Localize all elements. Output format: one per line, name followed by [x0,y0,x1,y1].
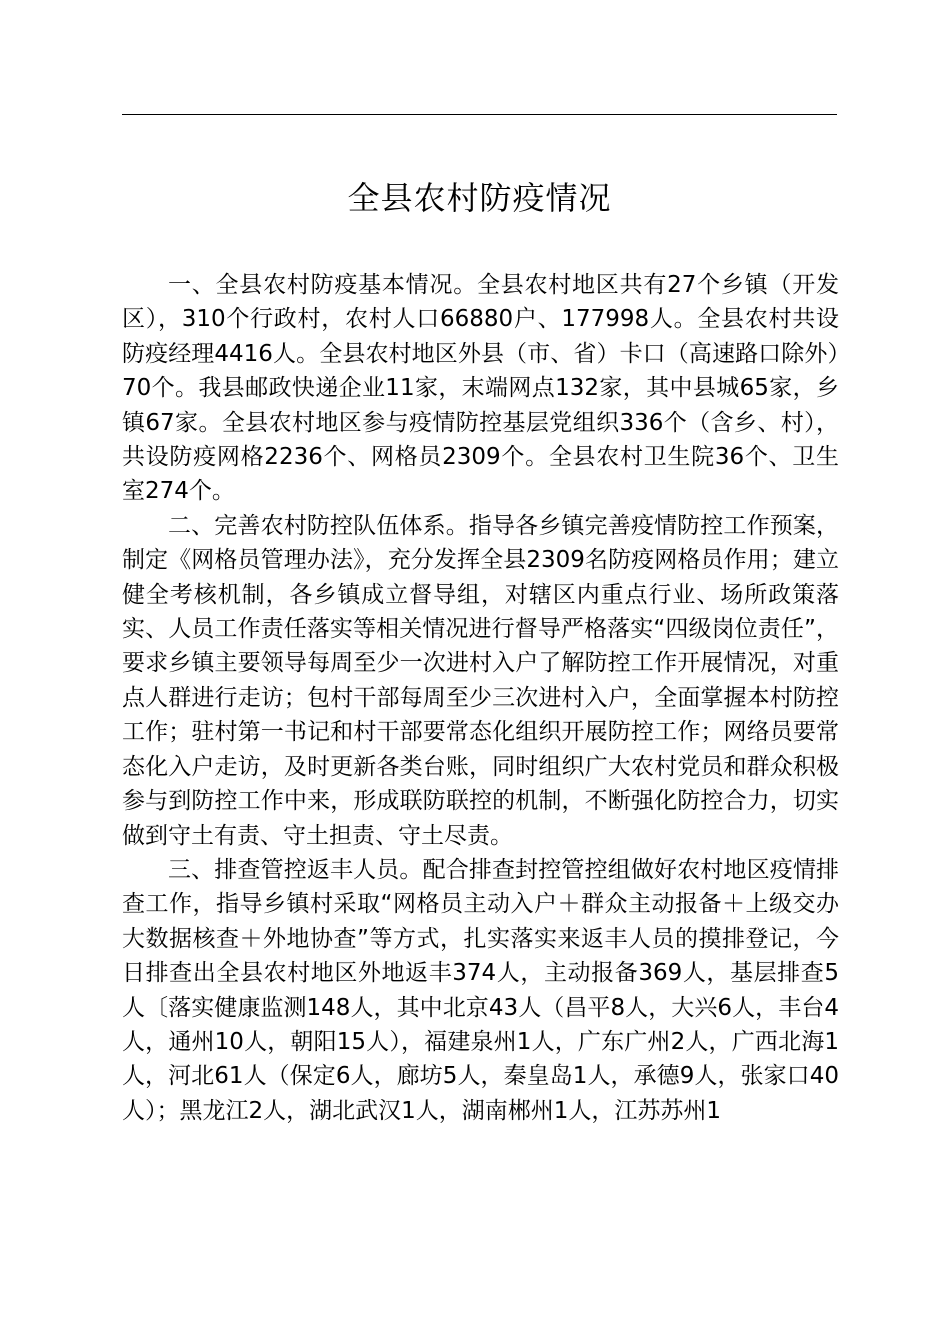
document-body [122,268,839,1128]
paragraph-team-system: 二、完善农村防控队伍体系。指导各乡镇完善疫情防控工作预案，制定《网格员管理办法》，充分发挥全县2309名防疫网格员作用；建立健全考核机制，各乡镇成立督导组，对辖区内重点行业、场所政策落实、人员工作责任落实等相关情况进行督导严格落实“四级岗位责任”，要求乡镇主要领导每周至少一次进村入户了解防控工作开展情况，对重点人群进行走访；包村干部每周至少三次进村入户，全面掌握本村防控工作；驻村第一书记和村干部要常态化组织开展防控工作；网络员要常态化入户走访，及时更新各类台账，同时组织广大农村党员和群众积极参与到防控工作中来，形成联防联控的机制，不断强化防控合力，切实做到守土有责、守土担责、守土尽责。 [122,512,839,849]
header-rule [122,114,837,115]
paragraph-returnee-screening: 三、排查管控返丰人员。配合排查封控管控组做好农村地区疫情排查工作，指导乡镇村采取“网格员主动入户＋群众主动报备＋上级交办大数据核查＋外地协查”等方式，扎实落实来返丰人员的摸排登记，今日排查出全县农村地区外地返丰374人，主动报备369人，基层排查5人〔落实健康监测148人，其中北京43人（昌平8人，大兴6人，丰台4人，通州10人，朝阳15人），福建泉州1人，广东广州2人，广西北海1人，河北61人（保定6人，廊坊5人，秦皇岛1人，承德9人，张家口40人）；黑龙江2人，湖北武汉1人，湖南郴州1人，江苏苏州1 [122,856,839,1124]
document-title: 全县农村防疫情况 [347,179,612,217]
paragraph-basic-situation: 一、全县农村防疫基本情况。全县农村地区共有27个乡镇（开发区），310个行政村，农村人口66880户、177998人。全县农村共设防疫经理4416人。全县农村地区外县（市、省）卡口（高速路口除外）70个。我县邮政快递企业11家，末端网点132家，其中县城65家，乡镇67家。全县农村地区参与疫情防控基层党组织336个（含乡、村），共设防疫网格2236个、网格员2309个。全县农村卫生院36个、卫生室274个。 [122,272,839,505]
